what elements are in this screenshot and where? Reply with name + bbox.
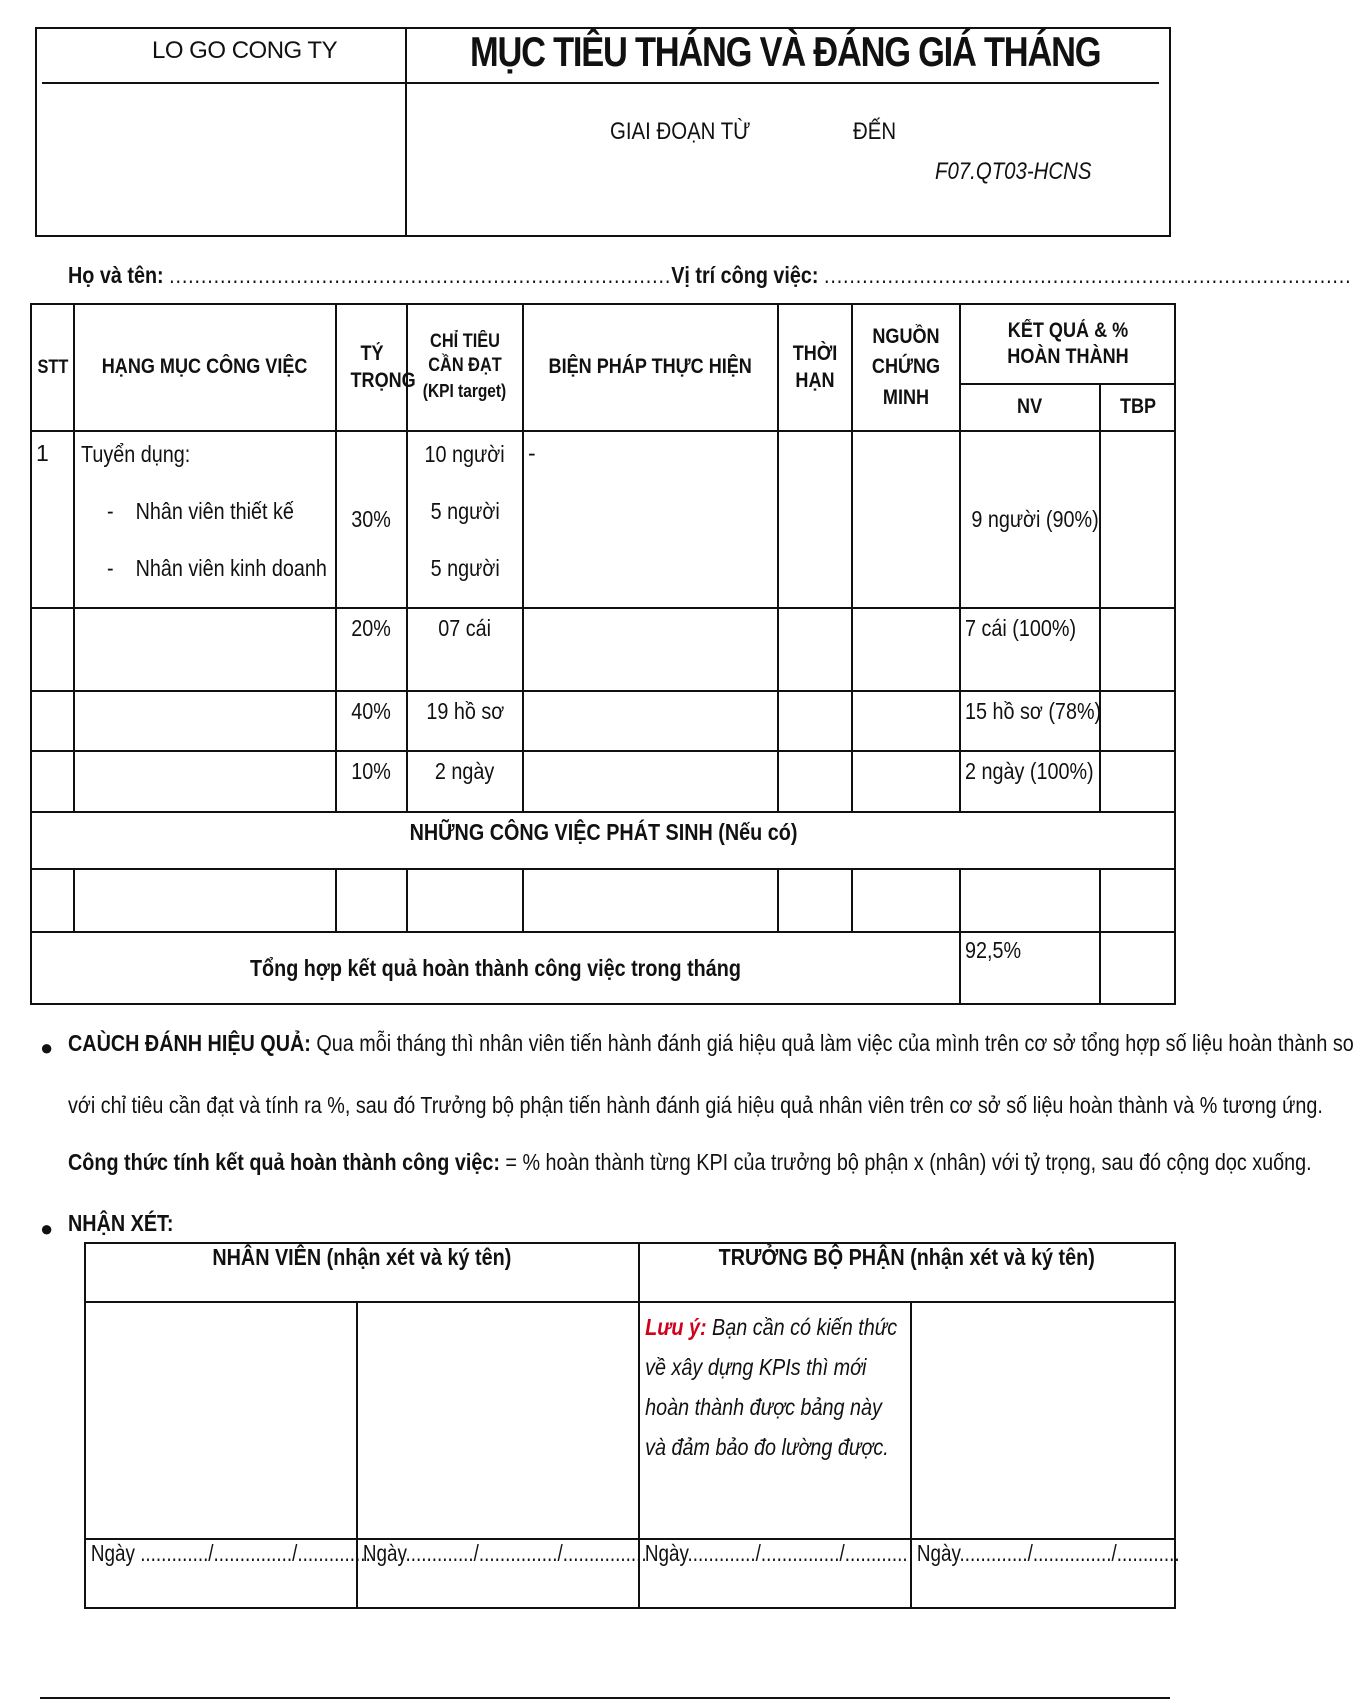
row-result-nv: 2 ngày (100%)	[960, 751, 1100, 812]
row-result-tbp	[1100, 691, 1175, 751]
method-note-continued: với chỉ tiêu cần đạt và tính ra %, sau đó Trưởng bộ phận tiến hành đánh giá hiệu quả nhân viên trên cơ sở số liệu hoàn thành và % tương ứng.	[68, 1092, 1323, 1118]
row-stt: 1	[31, 431, 74, 608]
row-result-tbp	[1100, 608, 1175, 691]
row-result-tbp	[1100, 869, 1175, 932]
row-target: 19 hồ sơ	[407, 691, 523, 751]
row-deadline	[778, 869, 852, 932]
total-value: 92,5%	[960, 932, 1100, 1004]
header-evidence: NGUỒN CHỨNG MINH	[852, 304, 960, 431]
row-item	[74, 751, 336, 812]
manager-comment-header: TRƯỞNG BỘ PHẬN (nhận xét và ký tên)	[639, 1243, 1175, 1302]
bullet-icon: ●	[40, 1216, 54, 1241]
row-evidence	[852, 869, 960, 932]
row-evidence	[852, 608, 960, 691]
position-field[interactable]: ...................................................................................	[823, 262, 1352, 288]
position-label: Vị trí công việc:	[671, 262, 819, 288]
header-nv: NV	[960, 384, 1100, 431]
row-deadline	[778, 431, 852, 608]
employee-comment-header: NHÂN VIÊN (nhận xét và ký tên)	[85, 1243, 639, 1302]
row-item	[74, 691, 336, 751]
header-deadline: THỜI HẠN	[778, 304, 852, 431]
row-method	[523, 608, 778, 691]
method-note: CAÙCH ĐÁNH HIỆU QUẢ: Qua mỗi tháng thì nhân viên tiến hành đánh giá hiệu quả làm việc của mình trên cơ sở tổng hợp số liệu hoàn thành so	[68, 1030, 1354, 1056]
row-result-tbp	[1100, 431, 1175, 608]
row-result-nv: 15 hồ sơ (78%)	[960, 691, 1100, 751]
header-target: CHỈ TIÊU CẦN ĐẠT (KPI target)	[407, 304, 523, 431]
employee-signature-box[interactable]	[357, 1302, 639, 1539]
total-label: Tổng hợp kết quả hoàn thành công việc trong tháng	[31, 932, 960, 1004]
row-stt	[31, 751, 74, 812]
row-target: 2 ngày	[407, 751, 523, 812]
name-label: Họ và tên:	[68, 262, 164, 288]
company-logo-placeholder: LO GO CONG TY	[152, 37, 338, 64]
extra-work-section	[31, 812, 1175, 869]
date-field-4[interactable]: Ngày............./.............../............	[911, 1539, 1175, 1608]
header-line	[42, 82, 1159, 84]
header-weight: TỶ TRỌNG	[336, 304, 407, 431]
row-deadline	[778, 691, 852, 751]
row-method	[523, 691, 778, 751]
total-tbp	[1100, 932, 1175, 1004]
row-result-tbp	[1100, 751, 1175, 812]
row-method	[523, 751, 778, 812]
row-method	[523, 869, 778, 932]
row-result-nv: 9 người (90%)	[960, 431, 1100, 608]
total-row	[31, 932, 1175, 1004]
row-evidence	[852, 691, 960, 751]
period-to-label: ĐẾN	[853, 118, 897, 145]
date-field-3[interactable]: Ngày............./.............../............	[639, 1539, 911, 1608]
manager-signature-box[interactable]	[911, 1302, 1175, 1539]
row-deadline	[778, 751, 852, 812]
manager-comment-box[interactable]	[639, 1302, 911, 1539]
row-target: 07 cái	[407, 608, 523, 691]
date-field-1[interactable]: Ngày ............./.............../..............	[85, 1539, 357, 1608]
row-weight	[336, 869, 407, 932]
name-field[interactable]: ...............................................................................	[169, 262, 672, 288]
footer-line	[40, 1697, 1170, 1699]
row-weight: 30%	[336, 431, 407, 608]
row-item	[74, 608, 336, 691]
table-row	[31, 431, 1175, 608]
kpi-hint-note: Lưu ý: Bạn cần có kiến thức về xây dựng KPIs thì mới hoàn thành được bảng này và đảm bảo đo lường được.	[645, 1314, 898, 1460]
row-deadline	[778, 608, 852, 691]
kpi-table	[30, 303, 1176, 1005]
row-weight: 10%	[336, 751, 407, 812]
form-code: F07.QT03-HCNS	[935, 158, 1092, 185]
table-row	[31, 691, 1175, 751]
row-target: 10 người 5 người 5 người	[407, 431, 523, 608]
row-stt	[31, 869, 74, 932]
header-tbp: TBP	[1100, 384, 1175, 431]
header-divider	[405, 29, 407, 235]
row-weight: 40%	[336, 691, 407, 751]
row-stt	[31, 608, 74, 691]
date-field-2[interactable]: Ngày............./.............../................	[357, 1539, 639, 1608]
table-row	[31, 751, 1175, 812]
table-row	[31, 608, 1175, 691]
formula-note: Công thức tính kết quả hoàn thành công việc: = % hoàn thành từng KPI của trưởng bộ phận x (nhân) với tỷ trọng, sau đó cộng dọc xuống.	[68, 1149, 1312, 1175]
row-result-nv: 7 cái (100%)	[960, 608, 1100, 691]
row-result-nv	[960, 869, 1100, 932]
bullet-icon: ●	[40, 1035, 54, 1060]
header-method: BIỆN PHÁP THỰC HIỆN	[523, 304, 778, 431]
row-item	[74, 869, 336, 932]
header-stt: STT	[31, 304, 74, 431]
row-target	[407, 869, 523, 932]
period-from-label: GIAI ĐOẠN TỪ	[610, 118, 751, 145]
employee-info-line	[68, 262, 1352, 289]
row-weight: 20%	[336, 608, 407, 691]
row-stt	[31, 691, 74, 751]
extra-work-title: NHỮNG CÔNG VIỆC PHÁT SINH (Nếu có)	[31, 812, 1175, 869]
table-row	[31, 869, 1175, 932]
row-method: -	[523, 431, 778, 608]
form-title: MỤC TIÊU THÁNG VÀ ĐÁNG GIÁ THÁNG	[470, 28, 1101, 75]
header-result: KẾT QUẢ & % HOÀN THÀNH	[960, 304, 1175, 384]
header-item: HẠNG MỤC CÔNG VIỆC	[74, 304, 336, 431]
row-item: Tuyển dụng: - Nhân viên thiết kế - Nhân viên kinh doanh	[74, 431, 336, 608]
comments-label: NHẬN XÉT:	[68, 1210, 174, 1236]
row-evidence	[852, 751, 960, 812]
employee-comment-box[interactable]	[85, 1302, 357, 1539]
comments-table	[84, 1242, 1180, 1609]
row-evidence	[852, 431, 960, 608]
